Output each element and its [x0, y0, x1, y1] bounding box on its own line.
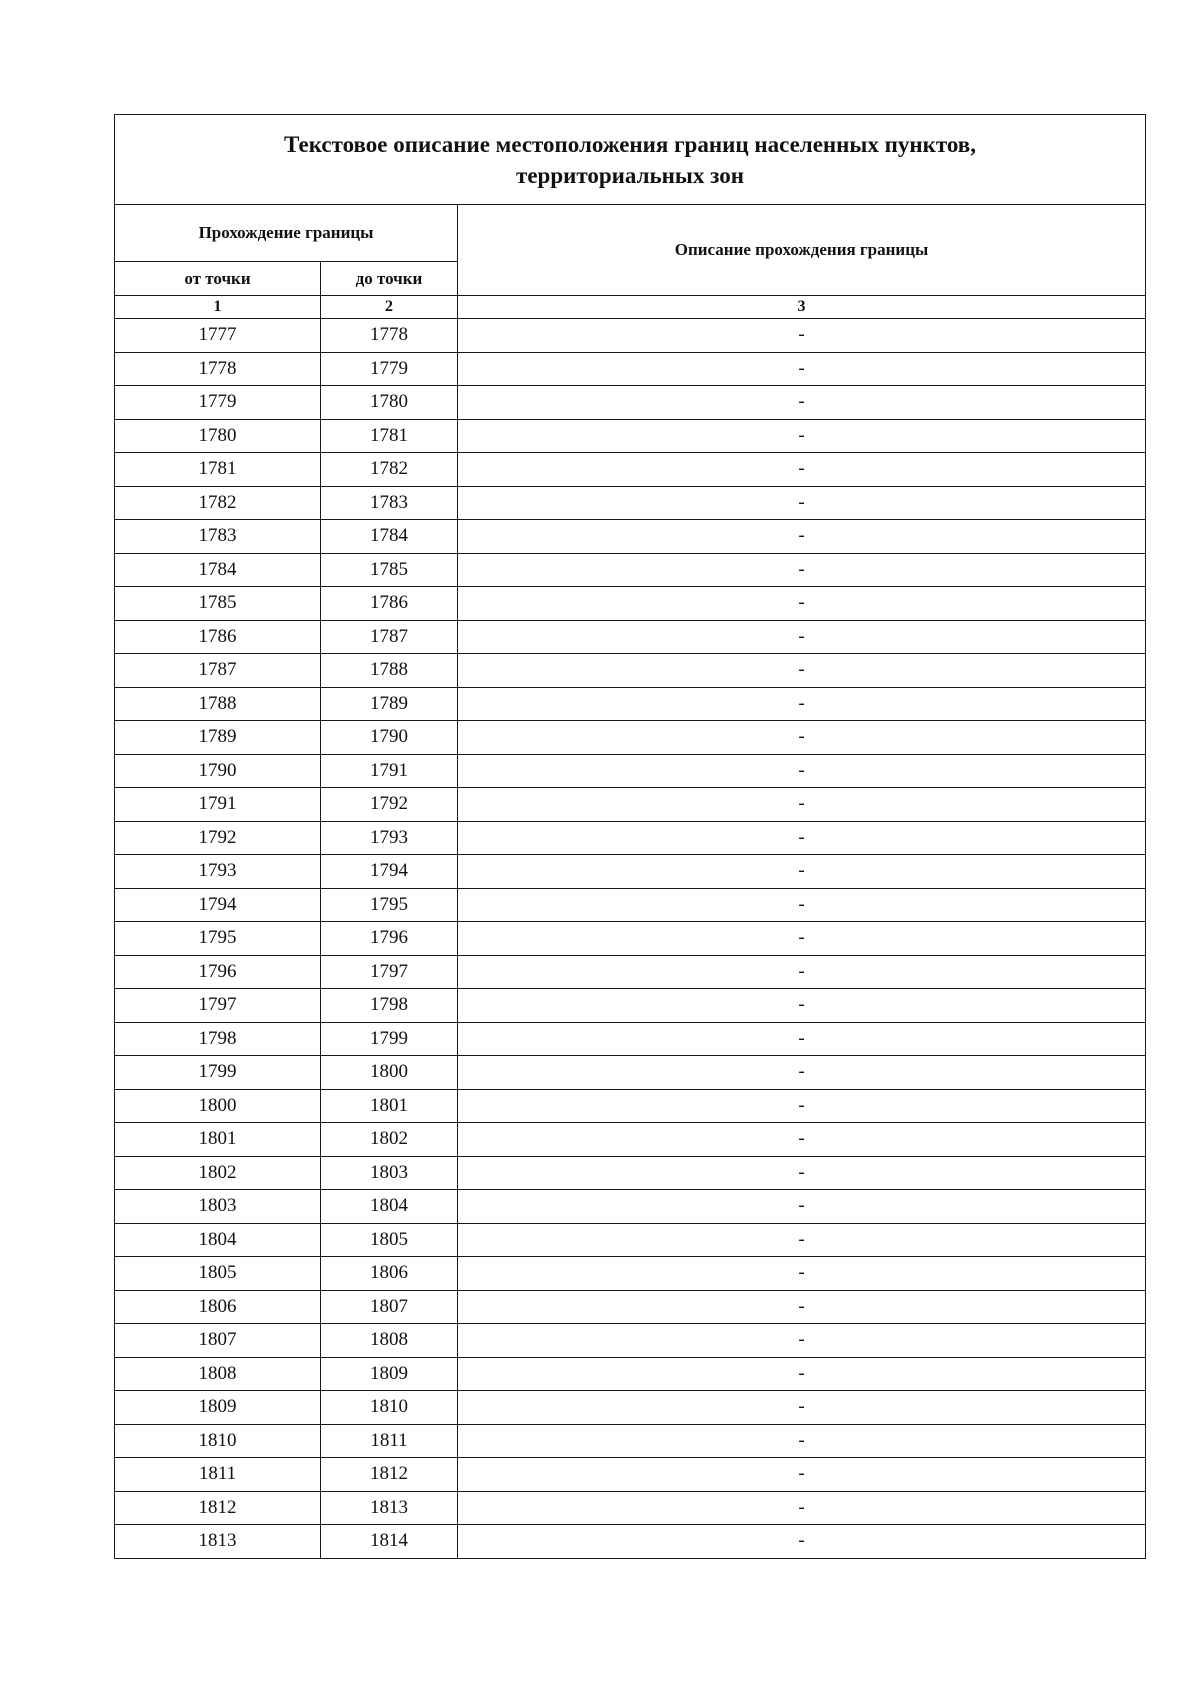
cell-from-point: 1794 — [115, 888, 321, 922]
cell-to-point: 1790 — [321, 721, 458, 755]
cell-description: - — [458, 1525, 1146, 1559]
cell-description: - — [458, 1491, 1146, 1525]
table-row — [115, 1290, 1146, 1324]
cell-from-point: 1788 — [115, 687, 321, 721]
cell-from-point: 1808 — [115, 1357, 321, 1391]
cell-from-point: 1777 — [115, 319, 321, 353]
table-row — [115, 453, 1146, 487]
table-row — [115, 989, 1146, 1023]
table-row — [115, 1257, 1146, 1291]
cell-description: - — [458, 1089, 1146, 1123]
cell-description: - — [458, 721, 1146, 755]
table-row — [115, 955, 1146, 989]
table-row — [115, 1391, 1146, 1425]
cell-from-point: 1796 — [115, 955, 321, 989]
table-row — [115, 888, 1146, 922]
cell-from-point: 1803 — [115, 1190, 321, 1224]
table-row — [115, 1458, 1146, 1492]
cell-description: - — [458, 1458, 1146, 1492]
cell-to-point: 1780 — [321, 386, 458, 420]
cell-from-point: 1782 — [115, 486, 321, 520]
cell-description: - — [458, 1190, 1146, 1224]
cell-to-point: 1803 — [321, 1156, 458, 1190]
cell-to-point: 1813 — [321, 1491, 458, 1525]
cell-description: - — [458, 587, 1146, 621]
cell-from-point: 1791 — [115, 788, 321, 822]
header-col-1: 1 — [115, 296, 321, 319]
cell-to-point: 1786 — [321, 587, 458, 621]
cell-to-point: 1787 — [321, 620, 458, 654]
cell-description: - — [458, 319, 1146, 353]
cell-from-point: 1800 — [115, 1089, 321, 1123]
boundary-table — [114, 114, 1146, 1559]
cell-to-point: 1811 — [321, 1424, 458, 1458]
table-row — [115, 1491, 1146, 1525]
cell-to-point: 1781 — [321, 419, 458, 453]
cell-from-point: 1780 — [115, 419, 321, 453]
cell-description: - — [458, 888, 1146, 922]
table-row — [115, 788, 1146, 822]
cell-to-point: 1795 — [321, 888, 458, 922]
header-from-point: от точки — [115, 262, 321, 296]
table-row — [115, 1123, 1146, 1157]
table-row — [115, 352, 1146, 386]
table-row — [115, 754, 1146, 788]
table-row — [115, 687, 1146, 721]
cell-from-point: 1779 — [115, 386, 321, 420]
cell-description: - — [458, 386, 1146, 420]
cell-description: - — [458, 453, 1146, 487]
table-row — [115, 1089, 1146, 1123]
table-row — [115, 855, 1146, 889]
cell-description: - — [458, 687, 1146, 721]
cell-description: - — [458, 1223, 1146, 1257]
cell-from-point: 1806 — [115, 1290, 321, 1324]
cell-from-point: 1809 — [115, 1391, 321, 1425]
table-row — [115, 1056, 1146, 1090]
cell-from-point: 1797 — [115, 989, 321, 1023]
table-row — [115, 1357, 1146, 1391]
table-row — [115, 486, 1146, 520]
cell-to-point: 1806 — [321, 1257, 458, 1291]
table-row — [115, 587, 1146, 621]
header-to-point: до точки — [321, 262, 458, 296]
cell-from-point: 1784 — [115, 553, 321, 587]
table-row — [115, 1525, 1146, 1559]
cell-from-point: 1798 — [115, 1022, 321, 1056]
cell-description: - — [458, 788, 1146, 822]
cell-to-point: 1791 — [321, 754, 458, 788]
cell-description: - — [458, 922, 1146, 956]
cell-from-point: 1813 — [115, 1525, 321, 1559]
cell-description: - — [458, 1357, 1146, 1391]
cell-description: - — [458, 654, 1146, 688]
cell-to-point: 1809 — [321, 1357, 458, 1391]
cell-description: - — [458, 821, 1146, 855]
cell-to-point: 1785 — [321, 553, 458, 587]
cell-description: - — [458, 1290, 1146, 1324]
table-row — [115, 821, 1146, 855]
table-row — [115, 620, 1146, 654]
cell-description: - — [458, 1123, 1146, 1157]
table-title — [115, 115, 1146, 205]
cell-from-point: 1801 — [115, 1123, 321, 1157]
cell-to-point: 1792 — [321, 788, 458, 822]
table-body — [115, 319, 1146, 1559]
cell-to-point: 1805 — [321, 1223, 458, 1257]
cell-from-point: 1785 — [115, 587, 321, 621]
table-row — [115, 922, 1146, 956]
cell-to-point: 1814 — [321, 1525, 458, 1559]
cell-from-point: 1793 — [115, 855, 321, 889]
title-line-1: Текстовое описание местоположения границ населенных пунктов, — [284, 131, 976, 157]
cell-to-point: 1793 — [321, 821, 458, 855]
cell-description: - — [458, 520, 1146, 554]
table-row — [115, 721, 1146, 755]
cell-description: - — [458, 855, 1146, 889]
cell-to-point: 1798 — [321, 989, 458, 1023]
cell-description: - — [458, 754, 1146, 788]
cell-description: - — [458, 352, 1146, 386]
cell-from-point: 1805 — [115, 1257, 321, 1291]
cell-to-point: 1797 — [321, 955, 458, 989]
table-row — [115, 553, 1146, 587]
cell-description: - — [458, 1257, 1146, 1291]
cell-description: - — [458, 989, 1146, 1023]
cell-to-point: 1800 — [321, 1056, 458, 1090]
cell-to-point: 1796 — [321, 922, 458, 956]
cell-to-point: 1802 — [321, 1123, 458, 1157]
cell-description: - — [458, 1391, 1146, 1425]
header-col-3: 3 — [458, 296, 1146, 319]
cell-from-point: 1812 — [115, 1491, 321, 1525]
cell-from-point: 1783 — [115, 520, 321, 554]
cell-to-point: 1778 — [321, 319, 458, 353]
table-row — [115, 1424, 1146, 1458]
cell-to-point: 1784 — [321, 520, 458, 554]
cell-from-point: 1789 — [115, 721, 321, 755]
cell-to-point: 1804 — [321, 1190, 458, 1224]
table-row — [115, 520, 1146, 554]
cell-to-point: 1779 — [321, 352, 458, 386]
header-passage: Прохождение границы — [115, 205, 458, 262]
cell-to-point: 1794 — [321, 855, 458, 889]
cell-to-point: 1788 — [321, 654, 458, 688]
title-line-2: территориальных зон — [516, 162, 744, 188]
cell-description: - — [458, 419, 1146, 453]
table-row — [115, 419, 1146, 453]
cell-from-point: 1786 — [115, 620, 321, 654]
header-col-2: 2 — [321, 296, 458, 319]
table-row — [115, 319, 1146, 353]
cell-to-point: 1801 — [321, 1089, 458, 1123]
cell-to-point: 1783 — [321, 486, 458, 520]
cell-from-point: 1787 — [115, 654, 321, 688]
cell-from-point: 1807 — [115, 1324, 321, 1358]
document-page — [114, 114, 1146, 1559]
cell-from-point: 1790 — [115, 754, 321, 788]
cell-from-point: 1810 — [115, 1424, 321, 1458]
cell-from-point: 1792 — [115, 821, 321, 855]
table-row — [115, 1022, 1146, 1056]
table-row — [115, 1156, 1146, 1190]
cell-to-point: 1810 — [321, 1391, 458, 1425]
cell-to-point: 1812 — [321, 1458, 458, 1492]
cell-description: - — [458, 1022, 1146, 1056]
cell-to-point: 1808 — [321, 1324, 458, 1358]
cell-description: - — [458, 1056, 1146, 1090]
table-row — [115, 386, 1146, 420]
cell-description: - — [458, 1156, 1146, 1190]
table-row — [115, 1190, 1146, 1224]
cell-to-point: 1782 — [321, 453, 458, 487]
cell-from-point: 1804 — [115, 1223, 321, 1257]
cell-from-point: 1811 — [115, 1458, 321, 1492]
table-row — [115, 654, 1146, 688]
cell-from-point: 1799 — [115, 1056, 321, 1090]
cell-to-point: 1799 — [321, 1022, 458, 1056]
cell-description: - — [458, 1324, 1146, 1358]
cell-to-point: 1789 — [321, 687, 458, 721]
cell-description: - — [458, 553, 1146, 587]
cell-from-point: 1781 — [115, 453, 321, 487]
cell-description: - — [458, 955, 1146, 989]
cell-from-point: 1795 — [115, 922, 321, 956]
cell-to-point: 1807 — [321, 1290, 458, 1324]
table-row — [115, 1223, 1146, 1257]
cell-description: - — [458, 1424, 1146, 1458]
cell-from-point: 1778 — [115, 352, 321, 386]
cell-description: - — [458, 620, 1146, 654]
cell-from-point: 1802 — [115, 1156, 321, 1190]
table-row — [115, 1324, 1146, 1358]
header-description: Описание прохождения границы — [458, 205, 1146, 296]
cell-description: - — [458, 486, 1146, 520]
